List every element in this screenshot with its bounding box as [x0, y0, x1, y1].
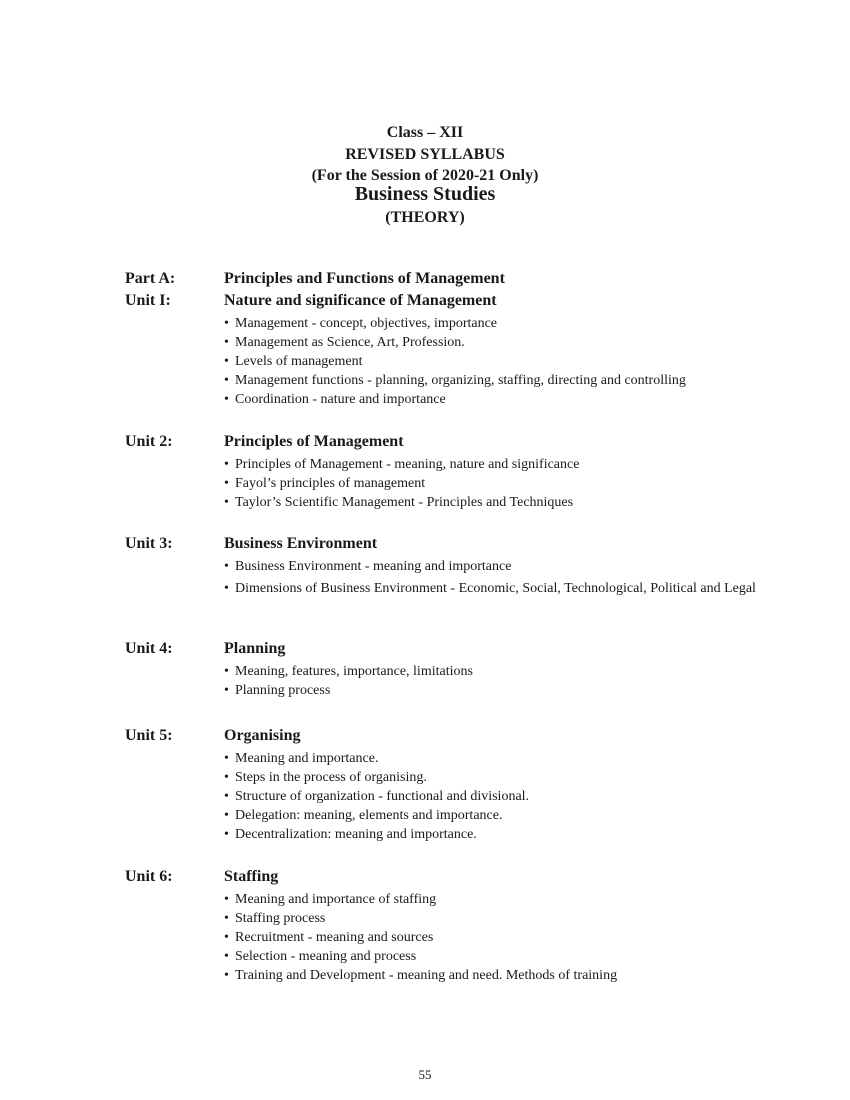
unit-4-section	[125, 640, 805, 700]
page-number: 55	[418, 1067, 432, 1082]
list-item: • Fayol’s principles of management	[224, 476, 426, 491]
unit-label: Unit 4:	[125, 640, 173, 657]
list-item: • Business Environment - meaning and importance	[224, 559, 512, 574]
list-item: • Training and Development - meaning and need. Methods of training	[224, 968, 618, 983]
list-item: • Steps in the process of organising.	[224, 770, 427, 785]
unit-items	[125, 557, 805, 598]
list-item: • Management - concept, objectives, importance	[224, 316, 498, 331]
list-item: • Coordination - nature and importance	[224, 392, 446, 407]
unit-5-section	[125, 727, 805, 844]
list-item: • Structure of organization - functional and divisional.	[224, 789, 530, 804]
unit-items	[125, 662, 805, 700]
list-item: • Decentralization: meaning and importance.	[224, 827, 477, 842]
header-subject: Business Studies	[354, 183, 496, 205]
unit-title: Principles of Management	[224, 433, 404, 450]
list-item: • Recruitment - meaning and sources	[224, 930, 434, 945]
list-item: • Meaning, features, importance, limitations	[224, 664, 473, 679]
unit-6-section	[125, 868, 805, 985]
header-theory: (THEORY)	[385, 209, 465, 226]
unit-label: Unit 6:	[125, 868, 173, 885]
list-item: • Levels of management	[224, 354, 363, 369]
unit-label: Unit 5:	[125, 727, 173, 744]
part-title: Principles and Functions of Management	[224, 270, 505, 287]
unit-items	[125, 890, 805, 985]
list-item: • Meaning and importance.	[224, 751, 379, 766]
header-session: (For the Session of 2020-21 Only)	[311, 167, 539, 184]
list-item: • Management functions - planning, organizing, staffing, directing and controlling	[224, 373, 686, 388]
part-label: Part A:	[125, 270, 176, 287]
header-class: Class – XII	[386, 124, 464, 141]
list-item: • Delegation: meaning, elements and importance.	[224, 808, 503, 823]
list-item: • Staffing process	[224, 911, 326, 926]
unit-title: Planning	[224, 640, 286, 657]
list-item: • Meaning and importance of staffing	[224, 892, 437, 907]
unit-title: Organising	[224, 727, 301, 744]
unit-title: Staffing	[224, 868, 279, 885]
list-item: • Planning process	[224, 683, 331, 698]
unit-2-section	[125, 433, 805, 512]
unit-items	[125, 314, 805, 409]
list-item: • Management as Science, Art, Profession.	[224, 335, 465, 350]
part-a-section	[125, 270, 805, 409]
header-revised-syllabus: REVISED SYLLABUS	[345, 146, 505, 163]
list-item: • Dimensions of Business Environment - Economic, Social, Technological, Political and Legal	[224, 581, 756, 596]
unit-label: Unit 3:	[125, 535, 173, 552]
list-item: • Principles of Management - meaning, nature and significance	[224, 457, 580, 472]
unit-title: Business Environment	[224, 535, 378, 552]
unit-items	[125, 749, 805, 844]
unit-items	[125, 455, 805, 512]
list-item: • Selection - meaning and process	[224, 949, 417, 964]
list-item: • Taylor’s Scientific Management - Principles and Techniques	[224, 495, 574, 510]
unit-label: Unit 2:	[125, 433, 173, 450]
unit-3-section	[125, 535, 805, 598]
unit-label: Unit I:	[125, 292, 171, 309]
unit-title: Nature and significance of Management	[224, 292, 497, 309]
